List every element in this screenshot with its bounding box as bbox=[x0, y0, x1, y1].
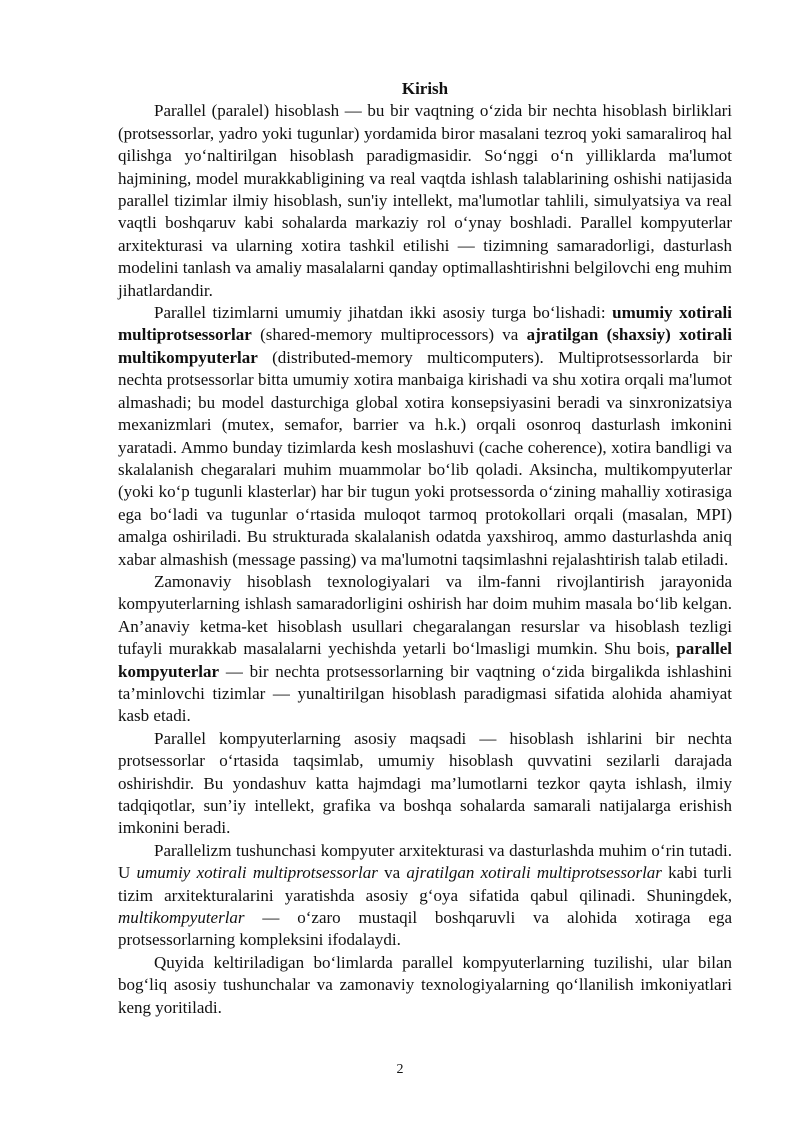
text-run: — bir nechta protsessorlarning bir vaqtning o‘zida birgalikda ishlashini ta’minlovchi tizimlar — yunaltirilgan hisoblash paradigmasi sifatida alohida ahamiyat kasb etadi. bbox=[118, 661, 732, 726]
bold-term-shared-memory: umumiy xotirali multiprotsessorlar bbox=[118, 303, 732, 345]
italic-term-shared-memory: umumiy xotirali multiprotsessorlar bbox=[136, 863, 378, 883]
paragraph-intro: Parallel (paralel) hisoblash — bu bir vaqtning o‘zida bir nechta hisoblash birliklari (protsessorlar, yadro yoki tugunlar) yordamida biror masalani tezroq yoki samaraliroq hal qilishga yo‘naltirilgan hisoblash paradigmasidir. So‘nggi o‘n yilliklarda ma'lumot hajmining, model murakkabligining va real vaqtda ishlash talablarining oshishi natijasida parallel tizimlar ilmiy hisoblash, sun'iy intellekt, ma'lumotlar tahlili, simulyatsiya va real vaqtli boshqaruv kabi sohalarda markaziy rol o‘ynay boshladi. Parallel kompyuterlar arxitekturasi va ularning xotira tashkil etilishi — tizimning samaradorligi, dasturlash modelini tanlash va amaliy masalalarni qanday optimallashtirishni belgilovchi eng muhim jihatlardandir. bbox=[118, 101, 732, 300]
paragraph-parallelism bbox=[118, 840, 732, 952]
italic-term-distributed-memory: ajratilgan xotirali multiprotsessorlar bbox=[406, 863, 662, 883]
page-number: 2 bbox=[396, 1062, 404, 1077]
text-run: Zamonaviy hisoblash texnologiyalari va ilm-fanni rivojlantirish jarayonida kompyuterlarning ishlash samaradorligini oshirish har doim muhim masala bo‘lib kelgan. An’anaviy ketma-ket hisoblash usullari chegaralangan resurslar va hisoblash tezligi tufayli murakkab masalalarni yechishda yetarli bo‘lmasligi mumkin. Shu bois, bbox=[118, 571, 732, 659]
paragraph-modern bbox=[118, 571, 732, 728]
text-run: (distributed-memory multicomputers). Multiprotsessorlarda bir nechta protsessorlar bitta umumiy xotira manbaiga kirishadi va shu xotira orqali ma'lumot almashadi; bu model dasturchiga global xotira konsepsiyasini beradi va sinxronizatsiya mexanizmlari (mutex, semafor, barrier va h.k.) orqali osonroq dasturlash imkonini yaratadi. Ammo bunday tizimlarda kesh moslashuvi (cache coherence), xotira bandligi va skalalanish chegaralari muhim muammolar bo‘lib qoladi. Aksincha, multikompyuterlar (yoki ko‘p tugunli klasterlar) har bir tugun yoki protsessorda o‘zining mahalliy xotirasiga ega bo‘ladi va tugunlar o‘rtasida muloqot tarmoq protokollari orqali (masalan, MPI) amalga oshiriladi. Bu strukturada skalalanish odatda yaxshiroq, ammo dasturlashda aniq xabar almashish (message passing) va ma'lumotni taqsimlashni rejalashtirish talab etiladi. bbox=[118, 347, 732, 569]
bold-term-distributed-memory: ajratilgan (shaxsiy) xotirali multikompyuterlar bbox=[118, 325, 732, 367]
text-run: kabi turli tizim arxitekturalarini yaratishda asosiy g‘oya sifatida qabul qilinadi. Shuningdek, bbox=[118, 863, 732, 905]
text-run: Parallel tizimlarni umumiy jihatdan ikki asosiy turga bo‘lishadi: bbox=[154, 303, 613, 323]
bold-term-parallel-computers: parallel kompyuterlar bbox=[118, 639, 732, 681]
section-title: Kirish bbox=[401, 79, 449, 98]
text-run: (shared-memory multiprocessors) va bbox=[251, 325, 527, 345]
italic-term-multicomputers: multikompyuterlar bbox=[118, 908, 245, 928]
document-page bbox=[118, 72, 732, 1019]
paragraph-types bbox=[118, 302, 732, 571]
paragraph-outline: Quyida keltiriladigan bo‘limlarda parallel kompyuterlarning tuzilishi, ular bilan bog‘liq asosiy tushunchalar va zamonaviy texnologiyalarning qo‘llanilish imkoniyatlari keng yoritiladi. bbox=[118, 952, 732, 1017]
paragraph-goal: Parallel kompyuterlarning asosiy maqsadi — hisoblash ishlarini bir nechta protsessorlar o‘rtasida taqsimlab, umumiy hisoblash quvvatini sezilarli darajada oshirishdir. Bu yondashuv katta hajmdagi ma’lumotlarni tezkor qayta ishlash, ilmiy tadqiqotlar, sun’iy intellekt, grafika va boshqa sohalarda samarali natijalarga erishish imkonini beradi. bbox=[118, 728, 732, 838]
text-run: — o‘zaro mustaqil boshqaruvli va alohida xotiraga ega protsessorlarning kompleksini ifodalaydi. bbox=[118, 908, 732, 950]
text-run: Parallelizm tushunchasi kompyuter arxitekturasi va dasturlashda muhim o‘rin tutadi. U bbox=[118, 840, 732, 883]
text-run: va bbox=[377, 863, 407, 883]
